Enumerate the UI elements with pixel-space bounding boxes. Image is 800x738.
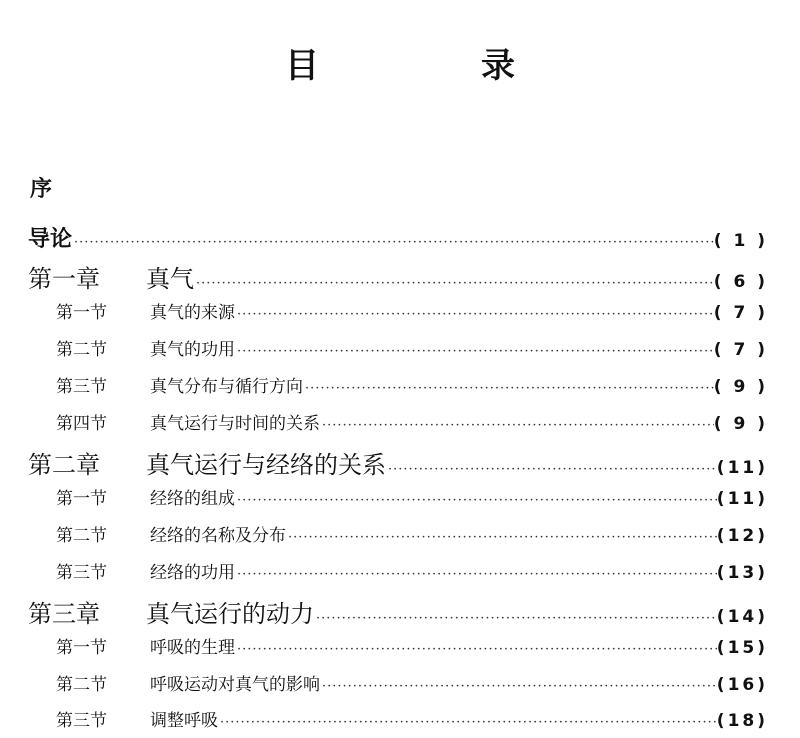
section-number: 第三节: [56, 711, 107, 731]
dot-leader: [235, 493, 717, 508]
dot-leader: [218, 715, 717, 730]
page-number: (11): [716, 458, 768, 478]
dot-leader: [72, 235, 714, 250]
entry-label: 真气运行与经络的关系: [146, 451, 386, 479]
section-number: 第一节: [56, 303, 107, 323]
section-number: 第二节: [56, 675, 107, 695]
entry-label: 经络的功用: [150, 563, 235, 583]
entry-label: 真气的功用: [150, 340, 235, 360]
page-number: ( 7 ): [713, 303, 768, 323]
dot-leader: [320, 679, 717, 694]
page-number: (16): [716, 675, 768, 695]
page-number: (18): [716, 711, 768, 731]
page-number: ( 9 ): [713, 377, 768, 397]
dot-leader: [235, 642, 717, 657]
toc-entry-section: [56, 409, 768, 434]
page-number: ( 6 ): [713, 272, 768, 292]
page-number: (11): [716, 489, 768, 509]
entry-label: 经络的名称及分布: [150, 526, 286, 546]
toc-entry-intro: [28, 222, 768, 253]
page-number: (12): [716, 526, 768, 546]
dot-leader: [235, 307, 714, 322]
section-number: 第三节: [56, 563, 107, 583]
page-number: ( 1 ): [713, 231, 768, 251]
entry-label: 导论: [28, 227, 73, 252]
entry-label: 真气: [146, 265, 194, 293]
entry-label: 真气的来源: [150, 303, 235, 323]
page-number: (13): [716, 563, 768, 583]
chapter-number: 第三章: [28, 600, 100, 628]
page-number: (15): [716, 638, 768, 658]
page-number: ( 9 ): [713, 414, 768, 434]
page-number: ( 7 ): [713, 340, 768, 360]
toc-entry-section: [56, 298, 768, 323]
toc-entry-chapter-2: [28, 445, 768, 480]
dot-leader: [286, 530, 717, 545]
dot-leader: [235, 344, 714, 359]
section-number: 第一节: [56, 638, 107, 658]
section-number: 第一节: [56, 489, 107, 509]
toc-entry-section: [56, 558, 768, 583]
section-number: 第二节: [56, 340, 107, 360]
page-title: 目 录: [285, 46, 579, 86]
chapter-number: 第二章: [28, 451, 100, 479]
entry-label: 呼吸的生理: [150, 638, 235, 658]
toc-entry-chapter-3: [28, 594, 768, 629]
preface-entry: 序: [30, 176, 53, 202]
dot-leader: [314, 611, 717, 626]
entry-label: 经络的组成: [150, 489, 235, 509]
entry-label: 调整呼吸: [150, 711, 218, 731]
chapter-number: 第一章: [28, 265, 100, 293]
toc-entry-section: [56, 484, 768, 509]
toc-entry-section: [56, 372, 768, 397]
toc-entry-chapter-1: [28, 259, 768, 294]
dot-leader: [386, 462, 717, 477]
toc-entry-section: [56, 633, 768, 658]
section-number: 第四节: [56, 414, 107, 434]
entry-label: 真气运行的动力: [146, 600, 314, 628]
dot-leader: [194, 276, 714, 291]
dot-leader: [320, 418, 714, 433]
entry-label: 呼吸运动对真气的影响: [150, 675, 320, 695]
toc-entry-section: [56, 521, 768, 546]
section-number: 第三节: [56, 377, 107, 397]
dot-leader: [303, 381, 714, 396]
toc-entry-section: [56, 706, 768, 731]
dot-leader: [235, 567, 717, 582]
entry-label: 真气运行与时间的关系: [150, 414, 320, 434]
entry-label: 真气分布与循行方向: [150, 377, 303, 397]
section-number: 第二节: [56, 526, 107, 546]
toc-entry-section: [56, 335, 768, 360]
page-number: (14): [716, 607, 768, 627]
toc-entry-section: [56, 670, 768, 695]
